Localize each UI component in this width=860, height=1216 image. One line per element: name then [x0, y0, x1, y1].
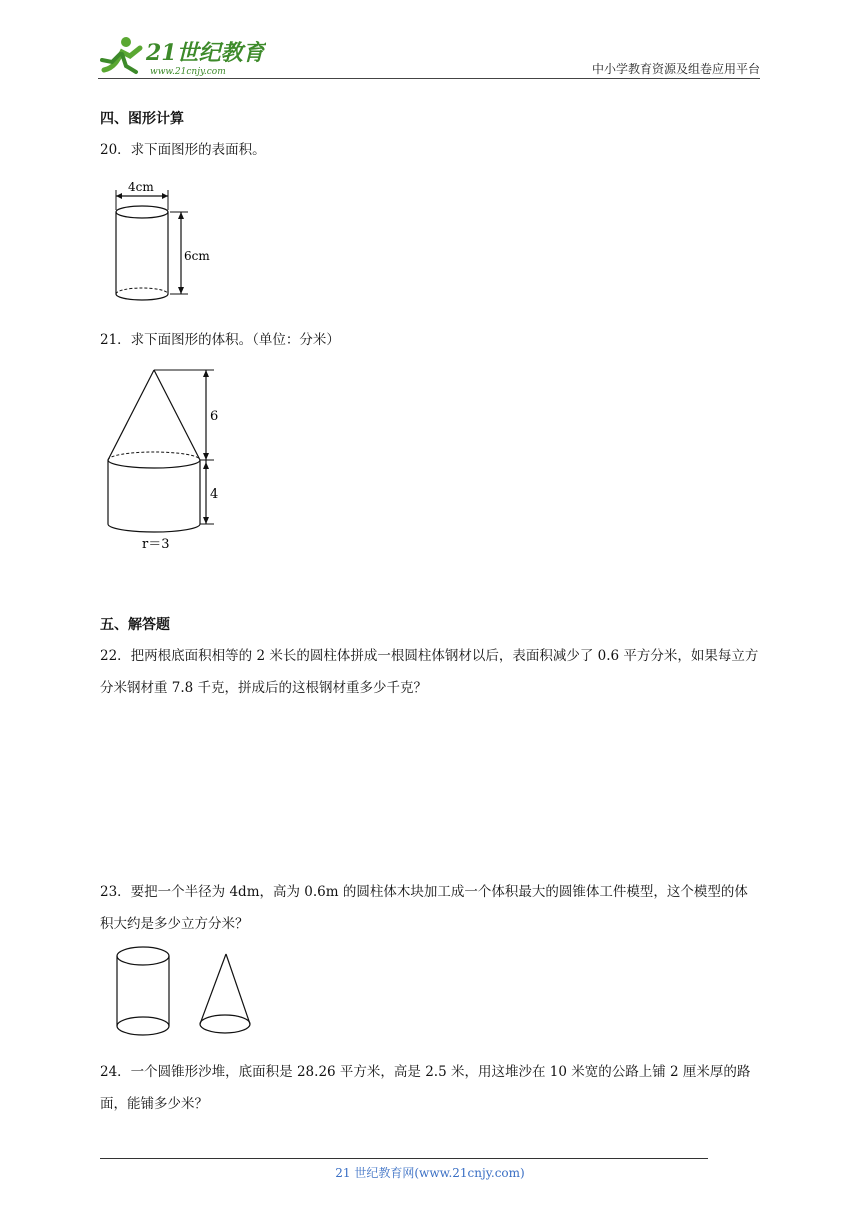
logo-title: 21世纪教育	[146, 40, 265, 66]
question-24: 24．一个圆锥形沙堆，底面积是 28.26 平方米，高是 2.5 米，用这堆沙在 10 米宽的公路上铺 2 厘米厚的路面，能铺多少米？	[100, 1064, 751, 1112]
fig20-height-label: 6cm	[184, 249, 210, 263]
footer-divider	[100, 1158, 708, 1159]
header-divider	[98, 78, 760, 79]
fig21-radius-label: r＝3	[142, 537, 170, 552]
footer-text: 21 世纪教育网(www.21cnjy.com)	[335, 1166, 525, 1180]
question-21: 21．求下面图形的体积。（单位：分米）	[100, 332, 340, 348]
question-22: 22．把两根底面积相等的 2 米长的圆柱体拼成一根圆柱体钢材以后，表面积减少了 0.6 平方分米，如果每立方分米钢材重 7.8 千克，拼成后的这根钢材重多少千克？	[100, 648, 759, 696]
section-4-title: 四、图形计算	[100, 111, 184, 127]
fig21-cone-height-label: 6	[210, 409, 219, 424]
figure-20-cylinder	[108, 176, 228, 310]
question-20: 20．求下面图形的表面积。	[100, 142, 266, 158]
fig21-cylinder-height-label: 4	[210, 487, 219, 502]
logo-url: www.21cnjy.com	[150, 67, 226, 77]
header-platform-text: 中小学教育资源及组卷应用平台	[591, 62, 760, 76]
site-logo	[96, 34, 266, 78]
figure-21-cone-cylinder	[100, 364, 240, 558]
section-5-title: 五、解答题	[100, 617, 170, 633]
figure-23-cylinder-cone	[106, 940, 266, 1048]
fig20-width-label: 4cm	[128, 180, 154, 194]
runner-logo-icon	[96, 34, 266, 78]
question-23: 23．要把一个半径为 4dm，高为 0.6m 的圆柱体木块加工成一个体积最大的圆锥体工件模型，这个模型的体积大约是多少立方分米？	[100, 884, 748, 932]
